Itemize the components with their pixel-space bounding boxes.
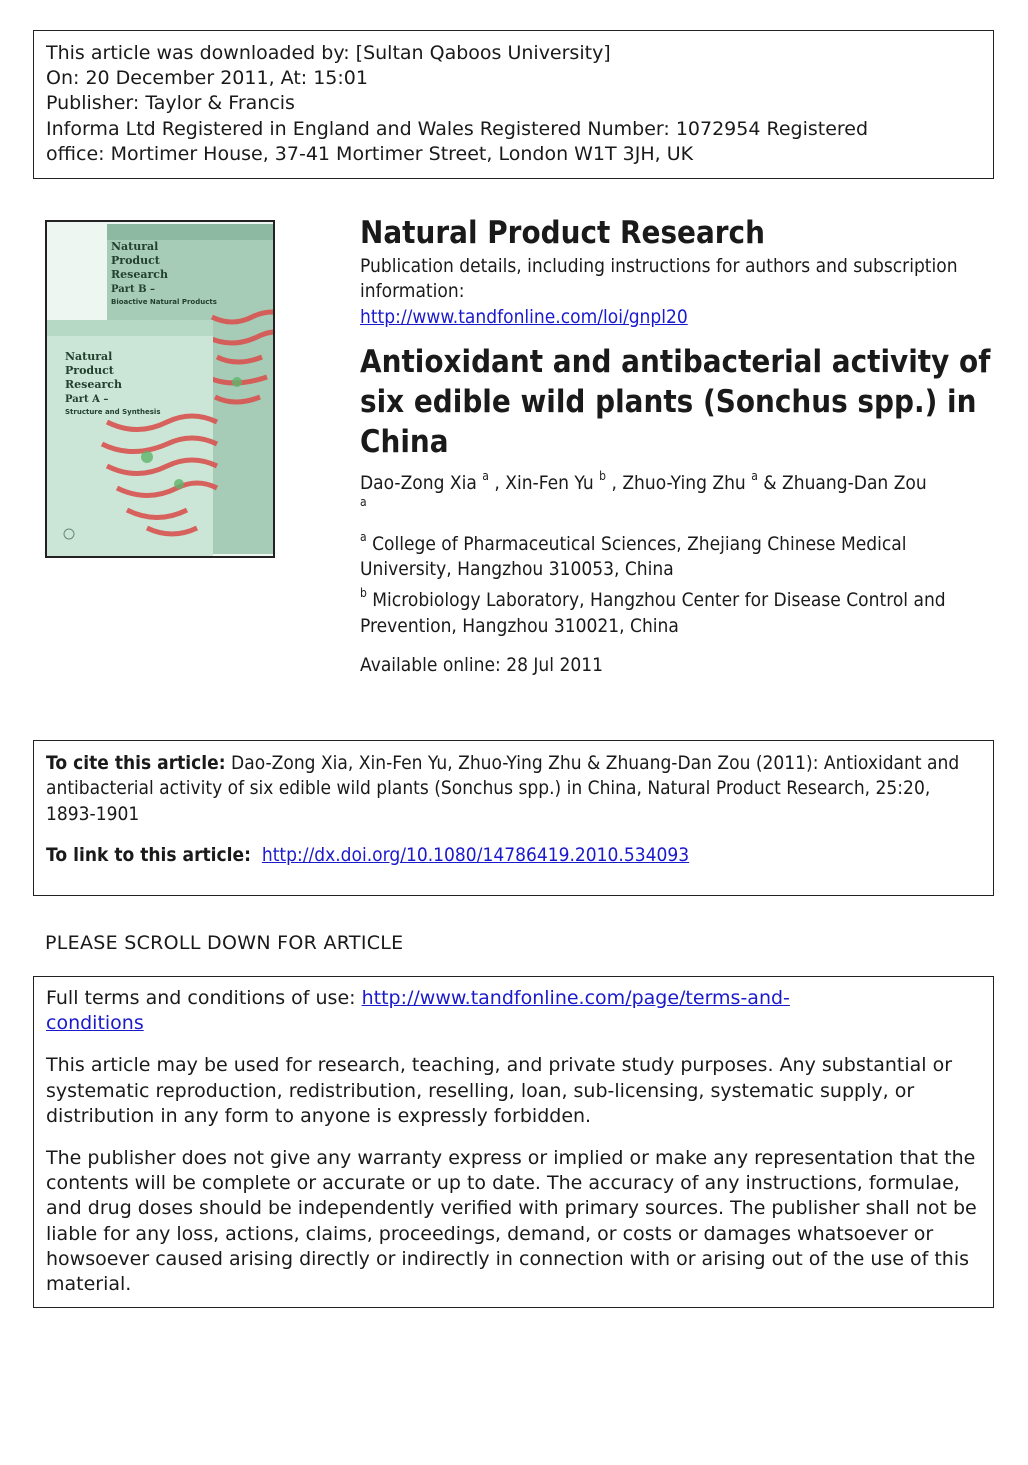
back-cover-subtitle: Bioactive Natural Products xyxy=(111,298,217,306)
link-label: To link to this article: xyxy=(46,843,251,866)
journal-link[interactable]: http://www.tandfonline.com/loi/gnpl20 xyxy=(360,305,688,328)
cite-label: To cite this article: xyxy=(46,752,226,774)
author-affiliation-mark: a xyxy=(751,468,758,483)
terms-label: Full terms and conditions of use: xyxy=(46,987,362,1009)
download-line: On: 20 December 2011, At: 15:01 xyxy=(46,67,368,90)
citation-box xyxy=(33,740,994,896)
author-list xyxy=(360,470,1000,522)
cite-text: Dao-Zong Xia, Xin-Fen Yu, Zhuo-Ying Zhu & Zhuang-Dan Zou (2011): Antioxidant and antibacterial activity of six edible wild plants (Sonchus spp.) in China, Natural Product Research, 25:20, 1893-1901 xyxy=(46,752,960,825)
author-affiliation-mark: a xyxy=(360,494,367,509)
download-line: This article was downloaded by: [Sultan Qaboos University] xyxy=(46,42,611,64)
author-separator: , xyxy=(488,471,506,494)
front-cover-title-1: Natural xyxy=(65,350,113,363)
download-notice xyxy=(33,30,994,179)
author-name: Zhuo-Ying Zhu xyxy=(622,471,746,494)
back-cover-title-1: Natural xyxy=(111,240,159,253)
download-line: office: Mortimer House, 37-41 Mortimer Street, London W1T 3JH, UK xyxy=(46,142,694,165)
affiliation-mark: b xyxy=(360,586,367,601)
terms-link[interactable]: http://www.tandfonline.com/page/terms-and- xyxy=(361,987,790,1009)
terms-paragraph: This article may be used for research, teaching, and private study purposes. Any substantial or systematic reproduction, redistribution, reselling, loan, sub-licensing, systematic supply, or distribution in any form to anyone is expressly forbidden. xyxy=(46,1054,953,1127)
link-paragraph xyxy=(46,843,982,868)
cover-illustration xyxy=(47,222,273,556)
affiliation-mark: a xyxy=(360,529,367,544)
svg-text:Product: Product xyxy=(111,254,160,267)
author-affiliation-mark: a xyxy=(482,468,489,483)
author-name: Zhuang-Dan Zou xyxy=(782,471,927,494)
scroll-notice: PLEASE SCROLL DOWN FOR ARTICLE xyxy=(45,932,404,954)
svg-text:Research: Research xyxy=(65,378,122,391)
back-cover-part: Part B – xyxy=(111,284,156,295)
terms-box xyxy=(33,976,994,1308)
svg-text:Research: Research xyxy=(111,268,168,281)
affiliation-text: College of Pharmaceutical Sciences, Zhejiang Chinese Medical University, Hangzhou 310053, China xyxy=(360,532,907,581)
journal-title: Natural Product Research xyxy=(360,215,765,251)
front-cover-subtitle: Structure and Synthesis xyxy=(65,408,161,416)
article-title: Antioxidant and antibacterial activity of six edible wild plants (Sonchus spp.) in China xyxy=(360,343,991,460)
article-header xyxy=(360,214,1000,678)
author-separator: & xyxy=(757,471,783,494)
download-line: Informa Ltd Registered in England and Wales Registered Number: 1072954 Registered xyxy=(46,117,869,140)
affiliation-text: Microbiology Laboratory, Hangzhou Center for Disease Control and Prevention, Hangzhou 310021, China xyxy=(360,589,946,637)
author-affiliation-mark: b xyxy=(599,468,607,483)
journal-cover-image xyxy=(45,220,275,558)
publication-details-text: Publication details, including instructions for authors and subscription information: xyxy=(360,255,958,303)
author-separator: , xyxy=(606,471,623,494)
affiliation-a xyxy=(360,529,1000,583)
terms-paragraph: The publisher does not give any warranty express or implied or make any representation that the contents will be complete or accurate or up to date. The accuracy of any instructions, formulae, and drug doses should be independently verified with primary sources. The publisher shall not be liable for any loss, actions, claims, proceedings, demand, or costs or damages whatsoever or howsoever caused arising directly or indirectly in connection with or arising out of the use of this material. xyxy=(46,1147,977,1296)
terms-link-continued[interactable]: conditions xyxy=(46,1012,144,1035)
affiliation-b xyxy=(360,588,1000,639)
author-name: Dao-Zong Xia xyxy=(360,471,477,494)
publication-details xyxy=(360,254,1000,330)
author-name: Xin-Fen Yu xyxy=(505,471,594,494)
download-line: Publisher: Taylor & Francis xyxy=(46,92,295,115)
cite-paragraph xyxy=(46,751,982,827)
front-cover-part: Part A – xyxy=(65,394,109,405)
doi-link[interactable]: http://dx.doi.org/10.1080/14786419.2010.534093 xyxy=(261,843,690,866)
available-online: Available online: 28 Jul 2011 xyxy=(360,654,603,677)
svg-text:Product: Product xyxy=(65,364,114,377)
terms-line xyxy=(46,986,981,1036)
